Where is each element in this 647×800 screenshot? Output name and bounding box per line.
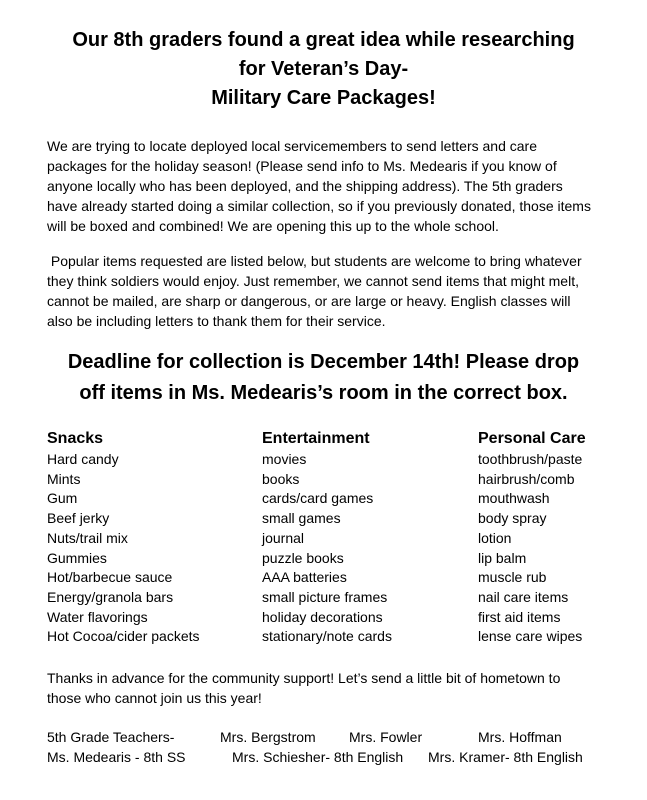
- signature-name: Ms. Medearis - 8th SS: [47, 749, 186, 765]
- list-item: small games: [262, 510, 341, 527]
- signature-name: Mrs. Kramer- 8th English: [428, 749, 583, 765]
- paragraph-line: cannot be mailed, are sharp or dangerous, or are large or heavy. English classes will: [47, 293, 571, 309]
- list-item: Mints: [47, 470, 81, 487]
- list-item: Beef jerky: [47, 510, 110, 527]
- list-item: puzzle books: [262, 549, 344, 566]
- entertainment-column: [262, 428, 392, 647]
- signature-name: Mrs. Fowler: [349, 729, 423, 745]
- list-item: Gummies: [47, 549, 107, 566]
- list-item: movies: [262, 451, 307, 467]
- list-item: Energy/granola bars: [47, 588, 174, 605]
- snacks-heading: Snacks: [47, 430, 104, 447]
- title-line: Our 8th graders found a great idea while researching: [72, 29, 575, 51]
- paragraph-line: Popular items requested are listed below, but students are welcome to bring whatever: [47, 253, 582, 269]
- personal-care-column: [478, 428, 586, 647]
- list-item: lip balm: [478, 549, 527, 566]
- list-item: holiday decorations: [262, 608, 383, 625]
- deadline-line: off items in Ms. Medearis’s room in the correct box.: [79, 382, 568, 404]
- list-item: journal: [262, 529, 305, 546]
- personal-care-heading: Personal Care: [478, 430, 586, 447]
- paragraph-line: anyone locally who has been deployed, and the shipping address). The 5th graders: [47, 178, 563, 194]
- list-item: Nuts/trail mix: [47, 529, 128, 546]
- thanks-paragraph: [47, 668, 607, 708]
- deadline-notice: [10, 347, 637, 409]
- signature-name: Mrs. Hoffman: [478, 729, 562, 745]
- list-item: lense care wipes: [478, 628, 583, 645]
- entertainment-heading: Entertainment: [262, 430, 370, 447]
- title-line: for Veteran’s Day-: [238, 58, 409, 80]
- list-item: nail care items: [478, 588, 569, 605]
- popular-items-paragraph: [47, 251, 607, 331]
- list-item: Hard candy: [47, 451, 119, 467]
- list-item: books: [262, 470, 300, 487]
- list-item: muscle rub: [478, 569, 547, 586]
- paragraph-line: have already started doing a similar collection, so if you previously donated, those items: [47, 198, 591, 214]
- signature-name: Mrs. Bergstrom: [220, 729, 316, 745]
- intro-paragraph: [47, 136, 607, 236]
- list-item: stationary/note cards: [262, 628, 392, 645]
- paragraph-line: also be including letters to thank them for their service.: [47, 313, 386, 329]
- list-item: body spray: [478, 510, 547, 527]
- list-item: lotion: [478, 529, 512, 546]
- list-item: small picture frames: [262, 588, 388, 605]
- paragraph-line: packages for the holiday season! (Please send info to Ms. Medearis if you know of: [47, 158, 557, 174]
- signature-label: 5th Grade Teachers-: [47, 729, 175, 745]
- list-item: Gum: [47, 490, 78, 507]
- list-item: AAA batteries: [262, 569, 347, 586]
- paragraph-line: those who cannot join us this year!: [47, 690, 262, 706]
- list-item: Hot Cocoa/cider packets: [47, 628, 200, 645]
- paragraph-line: Thanks in advance for the community support! Let’s send a little bit of hometown to: [47, 670, 561, 686]
- flyer-title: [20, 26, 627, 113]
- list-item: hairbrush/comb: [478, 470, 575, 487]
- deadline-line: Deadline for collection is December 14th! Please drop: [67, 351, 580, 373]
- list-item: cards/card games: [262, 490, 374, 507]
- list-item: Water flavorings: [47, 608, 148, 625]
- list-item: Hot/barbecue sauce: [47, 569, 173, 586]
- paragraph-line: We are trying to locate deployed local servicemembers to send letters and care: [47, 138, 537, 154]
- list-item: first aid items: [478, 608, 561, 625]
- signature-name: Mrs. Schiesher- 8th English: [232, 749, 404, 765]
- paragraph-line: they think soldiers would enjoy. Just remember, we cannot send items that might melt,: [47, 273, 579, 289]
- list-item: mouthwash: [478, 490, 550, 507]
- snacks-column: [47, 428, 200, 647]
- paragraph-line: will be boxed and combined! We are opening this up to the whole school.: [47, 218, 499, 234]
- list-item: toothbrush/paste: [478, 451, 583, 467]
- title-line: Military Care Packages!: [211, 87, 436, 109]
